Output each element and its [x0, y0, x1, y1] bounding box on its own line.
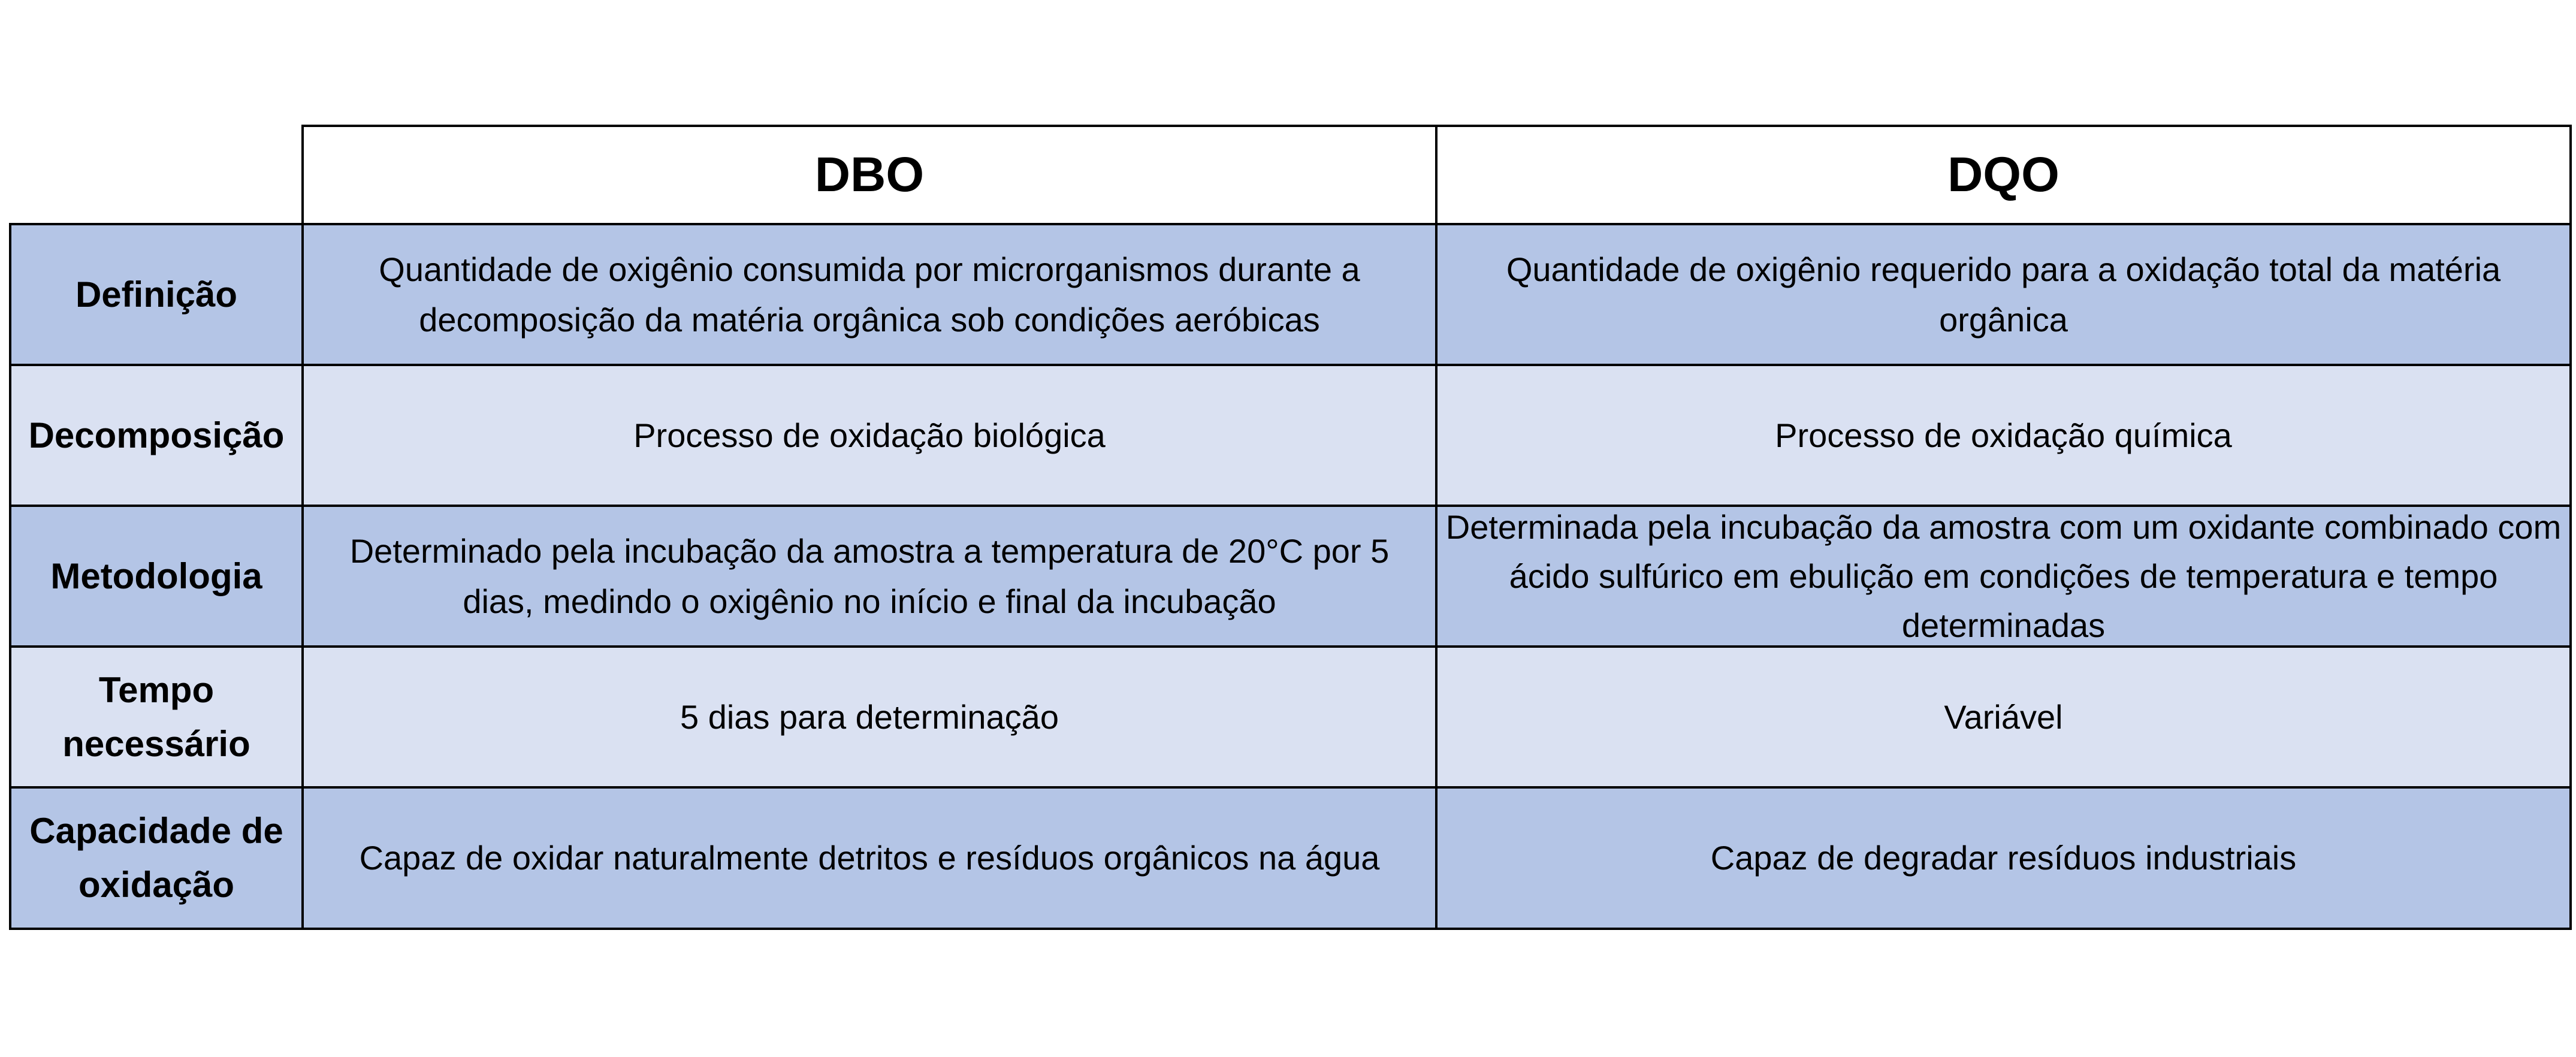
cell-tempo-dqo: Variável — [1438, 648, 2572, 789]
row-header-decomposicao: Decomposição — [9, 366, 304, 507]
cell-capacidade-dbo: Capaz de oxidar naturalmente detritos e resíduos orgânicos na água — [304, 789, 1438, 930]
row-header-capacidade-oxidacao: Capacidade de oxidação — [9, 789, 304, 930]
cell-decomposicao-dbo: Processo de oxidação biológica — [304, 366, 1438, 507]
cell-definicao-dbo: Quantidade de oxigênio consumida por microrganismos durante a decomposição da matéria orgânica sob condições aeróbicas — [304, 225, 1438, 366]
cell-metodologia-dbo: Determinado pela incubação da amostra a temperatura de 20°C por 5 dias, medindo o oxigênio no início e final da incubação — [304, 507, 1438, 648]
column-header-dbo: DBO — [304, 125, 1438, 225]
cell-decomposicao-dqo: Processo de oxidação química — [1438, 366, 2572, 507]
column-header-dqo: DQO — [1438, 125, 2572, 225]
cell-definicao-dqo: Quantidade de oxigênio requerido para a oxidação total da matéria orgânica — [1438, 225, 2572, 366]
row-header-tempo-necessario: Tempo necessário — [9, 648, 304, 789]
row-header-definicao: Definição — [9, 225, 304, 366]
row-header-metodologia: Metodologia — [9, 507, 304, 648]
cell-tempo-dbo: 5 dias para determinação — [304, 648, 1438, 789]
cell-capacidade-dqo: Capaz de degradar resíduos industriais — [1438, 789, 2572, 930]
cell-metodologia-dqo: Determinada pela incubação da amostra com um oxidante combinado com ácido sulfúrico em ebulição em condições de temperatura e tempo determinadas — [1438, 507, 2572, 648]
comparison-table — [9, 125, 2572, 930]
table-corner-cell — [9, 125, 304, 225]
